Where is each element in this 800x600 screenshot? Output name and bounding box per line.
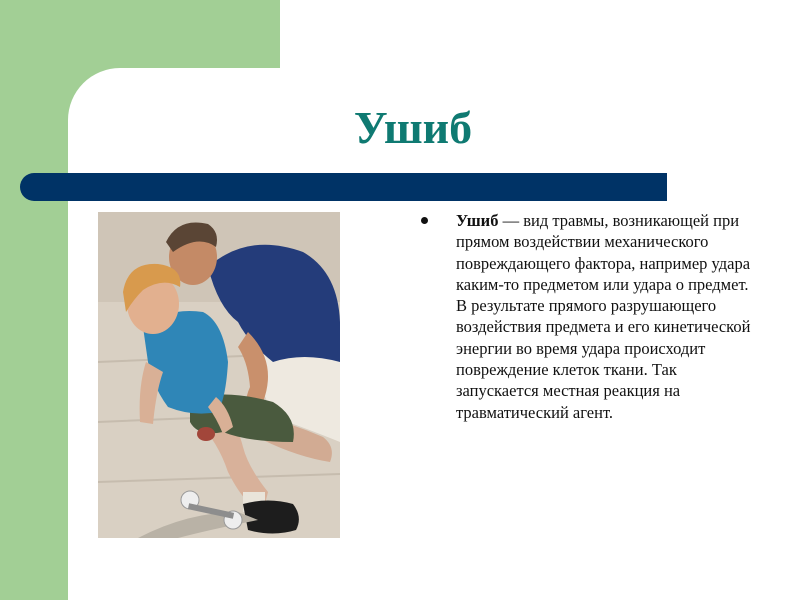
frame-left-band	[0, 0, 68, 600]
slide-photo	[98, 212, 340, 538]
bullet-text: — вид травмы, возникающей при прямом воздействии механического повреждающего фактора, например удара каким-то предметом или удара о предмет. В результате прямого разрушающего воздействия предмета и его кинетической энергии во время удара происходит повреждение клеток ткани. Так запускается местная реакция на травматический агент.	[456, 211, 751, 422]
title-underline-bar	[20, 173, 667, 201]
frame-top-band	[0, 0, 280, 68]
bullet-list	[425, 210, 755, 423]
slide-title: Ушиб	[353, 102, 473, 153]
bullet-item	[456, 210, 755, 423]
bullet-dot-icon	[421, 217, 428, 224]
bullet-term: Ушиб	[456, 211, 499, 230]
